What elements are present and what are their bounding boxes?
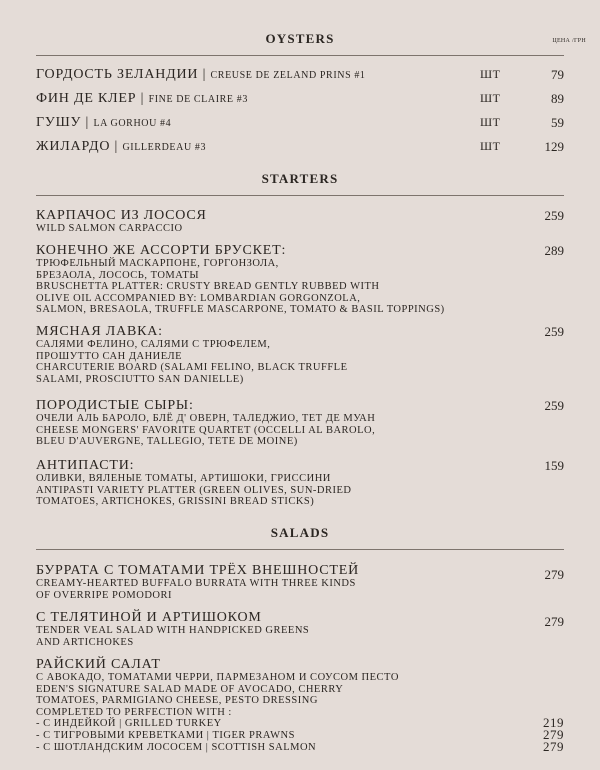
item-description: EDEN'S SIGNATURE SALAD MADE OF AVOCADO, CHERRY xyxy=(36,683,344,695)
option-text: - С ШОТЛАНДСКИМ ЛОСОСЕМ | SCOTTISH SALMON xyxy=(36,741,317,753)
option-price: 219 xyxy=(543,715,564,731)
menu-item-salad xyxy=(36,610,564,648)
item-price: 89 xyxy=(551,91,564,106)
item-description: ТРЮФЕЛЬНЫЙ МАСКАРПОНЕ, ГОРГОНЗОЛА, xyxy=(36,258,279,269)
item-subname: CREUSE DE ZELAND PRINS #1 xyxy=(210,70,366,81)
item-description: TOMATOES, PARMIGIANO CHEESE, PESTO DRESSING xyxy=(36,695,318,707)
item-description: TOMATOES, ARTICHOKES, GRISSINI BREAD STICKS) xyxy=(36,496,315,508)
item-description: OF OVERRIPE POMODORI xyxy=(36,589,173,601)
item-subname: GILLERDEAU #3 xyxy=(122,142,207,153)
item-option xyxy=(36,726,564,742)
item-name: БУРРАТА С ТОМАТАМИ ТРЁХ ВНЕШНОСТЕЙ xyxy=(36,563,360,578)
item-option xyxy=(36,715,564,731)
menu-item-starter xyxy=(36,208,564,235)
item-description: ОЧЕЛИ АЛЬ БАРОЛО, БЛЁ Д' ОВЕРН, ТАЛЕДЖИО, ТЕТ ДЕ МУАН xyxy=(36,413,376,424)
item-name: ЖИЛАРДО | xyxy=(36,139,123,154)
menu-item-starter xyxy=(36,324,564,385)
item-price: 59 xyxy=(551,115,564,130)
item-description: CHEESE MONGERS' FAVORITE QUARTET (OCCELLI AL BAROLO, xyxy=(36,424,376,436)
item-price: 259 xyxy=(544,324,564,339)
item-subname: FINE DE CLAIRE #3 xyxy=(148,94,248,105)
price-column-header: ЦЕНА /ГРН xyxy=(552,38,586,44)
menu-item-oyster xyxy=(36,139,564,159)
option-price: 279 xyxy=(543,738,564,754)
item-description: ОЛИВКИ, ВЯЛЕНЫЕ ТОМАТЫ, АРТИШОКИ, ГРИССИНИ xyxy=(36,473,331,484)
option-text: - С ТИГРОВЫМИ КРЕВЕТКАМИ | TIGER PRAWNS xyxy=(36,729,295,741)
menu-item-oyster xyxy=(36,67,564,87)
item-name: РАЙСКИЙ САЛАТ xyxy=(36,657,161,672)
item-unit: ШТ xyxy=(480,139,501,153)
item-description: CREAMY-HEARTED BUFFALO BURRATA WITH THREE KINDS xyxy=(36,578,356,589)
section-title-starters: STARTERS xyxy=(261,171,339,186)
item-name: КОНЕЧНО ЖЕ АССОРТИ БРУСКЕТ: xyxy=(36,243,287,258)
item-description: SALAMI, PROSCIUTTO SAN DANIELLE) xyxy=(36,373,244,385)
item-description: SALMON, BRESAOLA, TRUFFLE MASCARPONE, TOMATO & BASIL TOPPINGS) xyxy=(36,304,445,316)
item-description: COMPLETED TO PERFECTION WITH : xyxy=(36,706,232,718)
item-description: CHARCUTERIE BOARD (SALAMI FELINO, BLACK TRUFFLE xyxy=(36,362,348,374)
section-title-oysters: OYSTERS xyxy=(265,31,335,46)
item-price: 259 xyxy=(544,208,564,223)
item-name: КАРПАЧОС ИЗ ЛОСОСЯ xyxy=(36,208,207,223)
item-name: ГОРДОСТЬ ЗЕЛАНДИИ | xyxy=(36,67,211,82)
item-price: 289 xyxy=(544,243,564,258)
menu-item-salad xyxy=(36,563,564,601)
section-title-salads: SALADS xyxy=(270,525,330,540)
item-price: 159 xyxy=(544,458,564,473)
item-name: МЯСНАЯ ЛАВКА: xyxy=(36,324,163,339)
item-price: 79 xyxy=(551,67,564,82)
item-price: 279 xyxy=(544,567,564,582)
item-description: ПРОШУТТО САН ДАНИЕЛЕ xyxy=(36,350,183,362)
item-description: BLEU D'AUVERGNE, TALLEGIO, TETE DE MOINE) xyxy=(36,436,298,448)
item-description: WILD SALMON CARPACCIO xyxy=(36,223,183,234)
item-description: БРЕЗАОЛА, ЛОСОСЬ, ТОМАТЫ xyxy=(36,269,199,281)
item-description: OLIVE OIL ACCOMPANIED BY: LOMBARDIAN GORGONZOLA, xyxy=(36,292,361,304)
item-option xyxy=(36,738,564,754)
menu-item-salad xyxy=(36,657,564,753)
menu-item-oyster xyxy=(36,91,564,111)
item-unit: ШТ xyxy=(480,67,501,81)
item-name: С ТЕЛЯТИНОЙ И АРТИШОКОМ xyxy=(36,610,262,625)
divider xyxy=(36,195,564,196)
menu-item-starter xyxy=(36,458,564,508)
divider xyxy=(36,549,564,550)
item-unit: ШТ xyxy=(480,91,501,105)
item-price: 259 xyxy=(544,398,564,413)
option-price: 279 xyxy=(543,726,564,742)
item-name: ГУШУ | xyxy=(36,115,94,130)
item-description: САЛЯМИ ФЕЛИНО, САЛЯМИ С ТРЮФЕЛЕМ, xyxy=(36,339,271,350)
item-description: AND ARTICHOKES xyxy=(36,636,134,648)
item-description: С АВОКАДО, ТОМАТАМИ ЧЕРРИ, ПАРМЕЗАНОМ И СОУСОМ ПЕСТО xyxy=(36,672,399,683)
item-name: ПОРОДИСТЫЕ СЫРЫ: xyxy=(36,398,194,413)
item-price: 279 xyxy=(544,614,564,629)
item-name: ФИН ДЕ КЛЕР | xyxy=(36,91,149,106)
item-price: 129 xyxy=(544,139,564,154)
item-description: TENDER VEAL SALAD WITH HANDPICKED GREENS xyxy=(36,625,310,636)
menu-item-starter xyxy=(36,243,564,316)
item-name: АНТИПАСТИ: xyxy=(36,458,135,473)
item-description: BRUSCHETTA PLATTER: CRUSTY BREAD GENTLY RUBBED WITH xyxy=(36,281,380,293)
item-description: ANTIPASTI VARIETY PLATTER (GREEN OLIVES, SUN-DRIED xyxy=(36,484,352,496)
menu-item-starter xyxy=(36,398,564,448)
option-text: - С ИНДЕЙКОЙ | GRILLED TURKEY xyxy=(36,718,222,730)
divider xyxy=(36,55,564,56)
item-unit: ШТ xyxy=(480,115,501,129)
menu-item-oyster xyxy=(36,115,564,135)
item-subname: LA GORHOU #4 xyxy=(93,118,172,129)
